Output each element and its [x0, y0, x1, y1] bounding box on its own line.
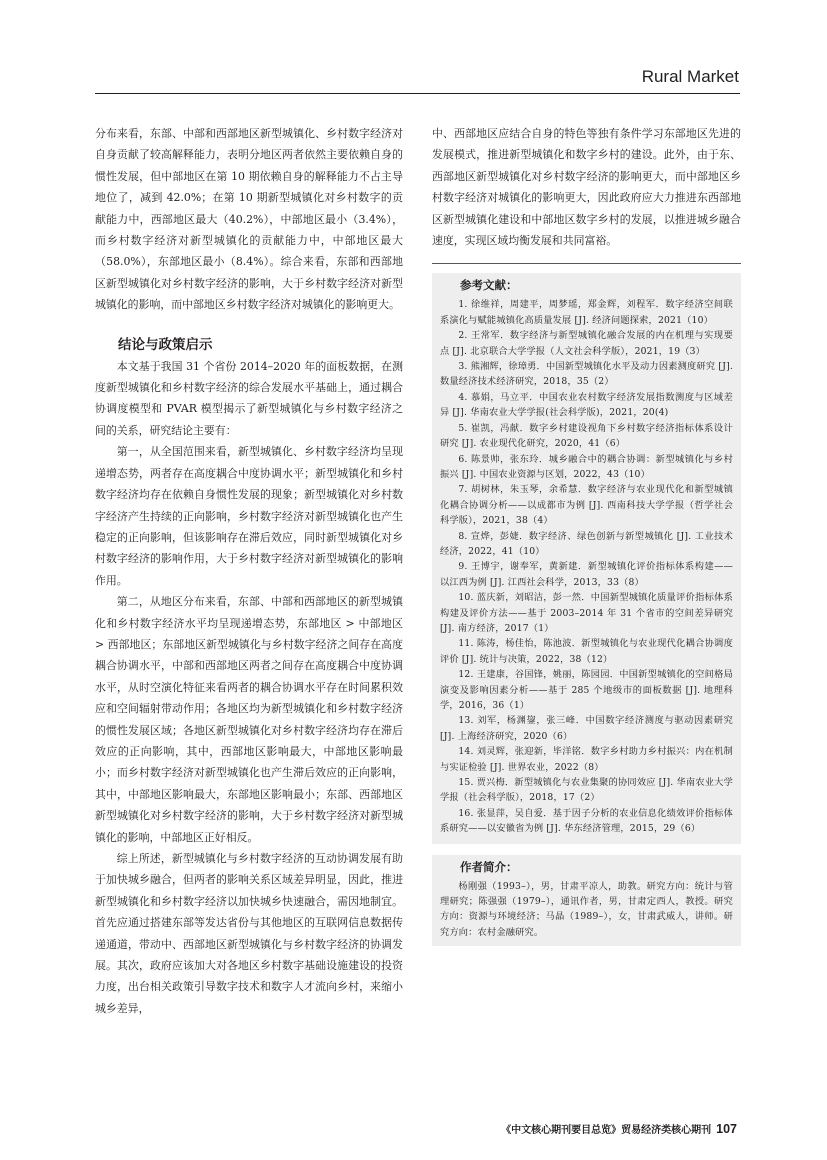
references-heading: 参考文献：: [460, 280, 518, 293]
body-paragraph: 分布来看，东部、中部和西部地区新型城镇化、乡村数字经济对自身贡献了较高解释能力，表明分地区两者依然主要依赖自身的惯性发展，但中部地区在第 10 期依赖自身的解释能力不占主导地位了，减到 42.0%；在第 10 期新型城镇化对乡村数字的贡献能力中，西部地区最大（40.2%），中部地区最小（3.4%），而乡村数字经济对新型城镇化的贡献能力中，中部地区最大（58.0%），东部地区最小（8.4%）。综合来看，东部和西部地区新型城镇化对乡村数字经济的影响，大于乡村数字经济对新型城镇化的影响，而中部地区乡村数字经济对城镇化的影响更大。: [95, 127, 403, 312]
author-intro-box: [432, 855, 741, 947]
page-number: 107: [716, 1122, 737, 1136]
reference-item: 1. 徐维祥，周建平，周梦瑶，郑金辉，刘程军．数字经济空间联系演化与赋能城镇化高质量发展 [J]. 经济问题探索，2021（10）: [440, 299, 733, 326]
page-footer: [501, 1121, 737, 1136]
right-column: [432, 123, 741, 946]
reference-item: 14. 刘灵辉，张迎新，毕洋铭．数字乡村助力乡村振兴：内在机制与实证检验 [J]. 世界农业，2022（8）: [440, 746, 733, 773]
reference-item: 2. 王常军．数字经济与新型城镇化融合发展的内在机理与实现要点 [J]. 北京联合大学学报（人文社会科学版），2021，19（3）: [440, 330, 733, 357]
header-divider: [95, 93, 740, 94]
reference-item: 15. 贾兴梅．新型城镇化与农业集聚的协同效应 [J]. 华南农业大学学报（社会科学版），2018，17（2）: [440, 777, 733, 804]
body-paragraph: 第二，从地区分布来看，东部、中部和西部地区的新型城镇化和乡村数字经济水平均呈现递增态势，东部地区 > 中部地区 > 西部地区；东部地区新型城镇化与乡村数字经济之间存在高度耦合协调水平，中部和西部地区两者之间存在高度耦合中度协调水平，从时空演化特征来看两者的耦合协调水平存在时间累积效应和空间辐射带动作用；各地区均为新型城镇化和乡村数字经济的惯性发展区域；各地区新型城镇化对乡村数字经济均存在滞后效应的正向影响，其中，西部地区影响最大，中部地区影响最小；而乡村数字经济对新型城镇化也产生滞后效应的正向影响，其中，中部地区影响最大，东部地区影响最小；东部、西部地区新型城镇化对乡村数字经济的影响，大于乡村数字经济对新型城镇化的影响，中部地区正好相反。: [95, 595, 403, 844]
references-box: [432, 273, 741, 843]
body-paragraph: 综上所述，新型城镇化与乡村数字经济的互动协调发展有助于加快城乡融合，但两者的影响关系区域差异明显，因此，推进新型城镇化和乡村数字经济以加快城乡快速融合，需因地制宜。首先应通过搭建东部等发达省份与其他地区的互联网信息数据传递通道，带动中、西部地区新型城镇化与乡村数字经济的协调发展。其次，政府应该加大对各地区乡村数字基础设施建设的投资力度，出台相关政策引导数字技术和数字人才流向乡村，来缩小城乡差异，: [95, 852, 403, 1015]
reference-item: 5. 崔凯，冯献．数字乡村建设视角下乡村数字经济指标体系设计研究 [J]. 农业现代化研究，2020，41（6）: [440, 422, 733, 450]
reference-item: 16. 张显萍，吴自爱．基于因子分析的农业信息化绩效评价指标体系研究——以安徽省为例 [J]. 华东经济管理，2015，29（6）: [440, 807, 733, 835]
reference-item: 12. 王建康，谷国锋，姚丽，陈园园．中国新型城镇化的空间格局演变及影响因素分析——基于 285 个地级市的面板数据 [J]. 地理科学，2016，36（1）: [440, 669, 733, 711]
body-paragraph: 第一，从全国范围来看，新型城镇化、乡村数字经济均呈现递增态势，两者存在高度耦合中度协调水平；新型城镇化和乡村数字经济均存在依赖自身惯性发展的现象；新型城镇化对乡村数字经济产生持续的正向影响，乡村数字经济对新型城镇化也产生稳定的正向影响，但该影响存在滞后效应，同时新型城镇化对乡村数字经济的影响作用，大于乡村数字经济对新型城镇化的影响作用。: [95, 445, 403, 587]
reference-item: 13. 刘军，杨渊鋆，张三峰．中国数字经济测度与驱动因素研究 [J]. 上海经济研究，2020（6）: [440, 715, 733, 742]
reference-item: 11. 陈涛，杨佳怡，陈池波．新型城镇化与农业现代化耦合协调度评价 [J]. 统计与决策，2022，38（12）: [440, 638, 733, 665]
reference-item: 8. 宣烨，彭婕．数字经济、绿色创新与新型城镇化 [J]. 工业技术经济，2022，41（10）: [440, 530, 733, 557]
reference-item: 3. 熊湘辉，徐璋勇．中国新型城镇化水平及动力因素测度研究 [J]. 数量经济技术经济研究，2018，35（2）: [440, 361, 733, 388]
author-intro-heading: 作者简介：: [460, 861, 518, 874]
reference-item: 10. 蓝庆新，刘昭洁，彭一然．中国新型城镇化质量评价指标体系构建及评价方法——基于 2003–2014 年 31 个省市的空间差异研究 [J]. 南方经济，2017（1）: [440, 592, 733, 634]
reference-item: 6. 陈景帅，张东玲．城乡融合中的耦合协调：新型城镇化与乡村振兴 [J]. 中国农业资源与区划，2022，43（10）: [440, 453, 733, 480]
author-intro-text: 杨刚强（1993–），男，甘肃平凉人，助教。研究方向：统计与管理研究；陈强强（1979–），通讯作者，男，甘肃定西人，教授。研究方向：资源与环境经济；马晶（1989–），女，甘肃武威人，讲师。研究方向：农村金融研究。: [440, 880, 733, 938]
left-column: [95, 123, 403, 1019]
column-divider: [432, 263, 741, 264]
reference-item: 4. 慕娟，马立平．中国农业农村数字经济发展指数测度与区域差异 [J]. 华南农业大学学报(社会科学版)，2021，20(4): [440, 391, 733, 419]
body-paragraph: 本文基于我国 31 个省份 2014–2020 年的面板数据，在测度新型城镇化和乡村数字经济的综合发展水平基础上，通过耦合协调度模型和 PVAR 模型揭示了新型城镇化与乡村数字经济之间的关系，研究结论主要有：: [95, 359, 403, 437]
footer-journal-label: 《中文核心期刊要目总览》贸易经济类核心期刊: [501, 1125, 712, 1136]
reference-item: 7. 胡树林，朱玉琴，余希慧．数字经济与农业现代化和新型城镇化耦合协调分析——以成都市为例 [J]. 西南科技大学学报（哲学社会科学版），2021，38（4）: [440, 484, 733, 527]
body-paragraph: 中、西部地区应结合自身的特色等独有条件学习东部地区先进的发展模式，推进新型城镇化和数字乡村的建设。此外，由于东、西部地区新型城镇化对乡村数字经济的影响更大，而中部地区乡村数字经济对城镇化的影响更大，因此政府应大力推进东西部地区新型城镇化建设和中部地区数字乡村的发展，以推进城乡融合速度，实现区域均衡发展和共同富裕。: [432, 127, 741, 248]
reference-item: 9. 王博宇，谢奉军，黄新建．新型城镇化评价指标体系构建——以江西为例 [J]. 江西社会科学，2013，33（8）: [440, 561, 733, 588]
journal-header-title: Rural Market: [641, 67, 739, 86]
section-title: 结论与政策启示: [118, 336, 213, 352]
